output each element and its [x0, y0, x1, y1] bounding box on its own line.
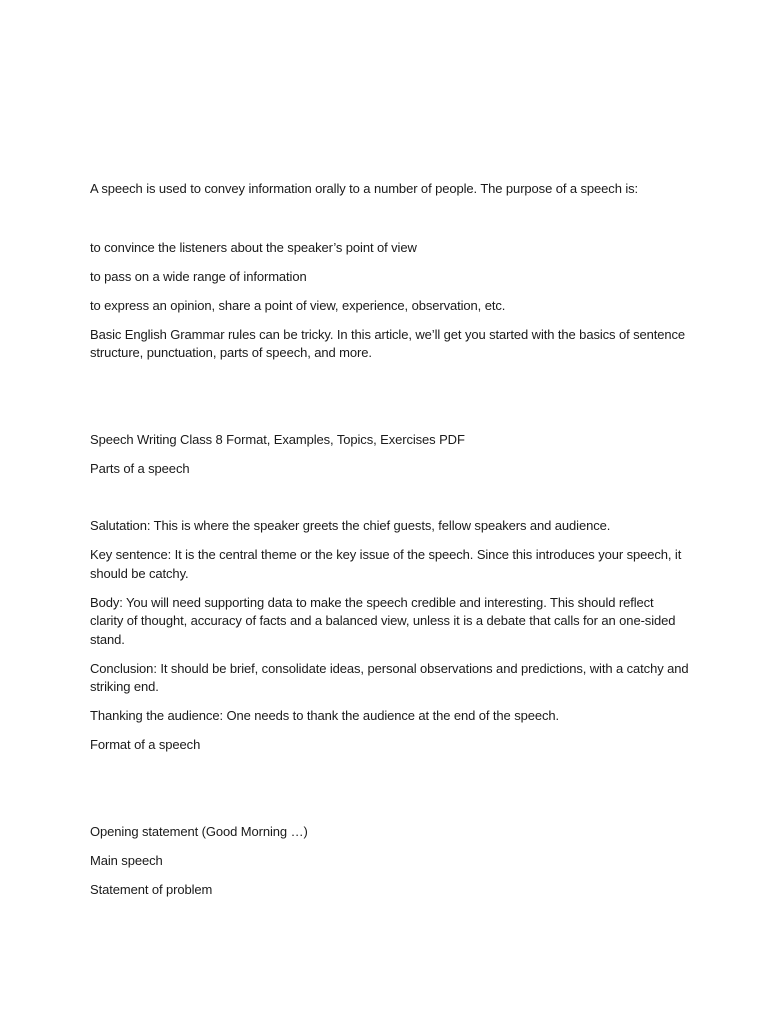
format-item: Statement of problem	[90, 881, 213, 897]
purpose-item: to express an opinion, share a point of view, experience, observation, etc.	[90, 297, 506, 313]
purpose-item: to convince the listeners about the speaker’s point of view	[90, 239, 417, 255]
document-title: Speech Writing Class 8 Format, Examples, Topics, Exercises PDF	[90, 431, 465, 447]
format-item: Main speech	[90, 852, 163, 868]
speech-part-item: Salutation: This is where the speaker greets the chief guests, fellow speakers and audience.	[90, 518, 611, 533]
purpose-item: to pass on a wide range of information	[90, 268, 307, 284]
section-heading-format: Format of a speech	[90, 737, 201, 752]
format-item: Opening statement (Good Morning …)	[90, 823, 308, 839]
speech-part-item: Thanking the audience: One needs to thank the audience at the end of the speech.	[90, 708, 560, 723]
speech-part-item: Body: You will need supporting data to make the speech credible and interesting. This should reflect clarity of thought, accuracy of facts and a balanced view, unless it is a debate that calls for an one-sided stand.	[90, 594, 676, 647]
intro-paragraph: A speech is used to convey information orally to a number of people. The purpose of a speech is:	[90, 181, 639, 196]
document-body	[90, 180, 690, 910]
speech-part-item: Conclusion: It should be brief, consolidate ideas, personal observations and predictions, with a catchy and striking end.	[90, 660, 689, 694]
grammar-paragraph: Basic English Grammar rules can be tricky. In this article, we’ll get you started with the basics of sentence structure, punctuation, parts of speech, and more.	[90, 326, 686, 360]
section-heading-parts: Parts of a speech	[90, 460, 190, 476]
speech-part-item: Key sentence: It is the central theme or the key issue of the speech. Since this introduces your speech, it should be catchy.	[90, 547, 682, 581]
